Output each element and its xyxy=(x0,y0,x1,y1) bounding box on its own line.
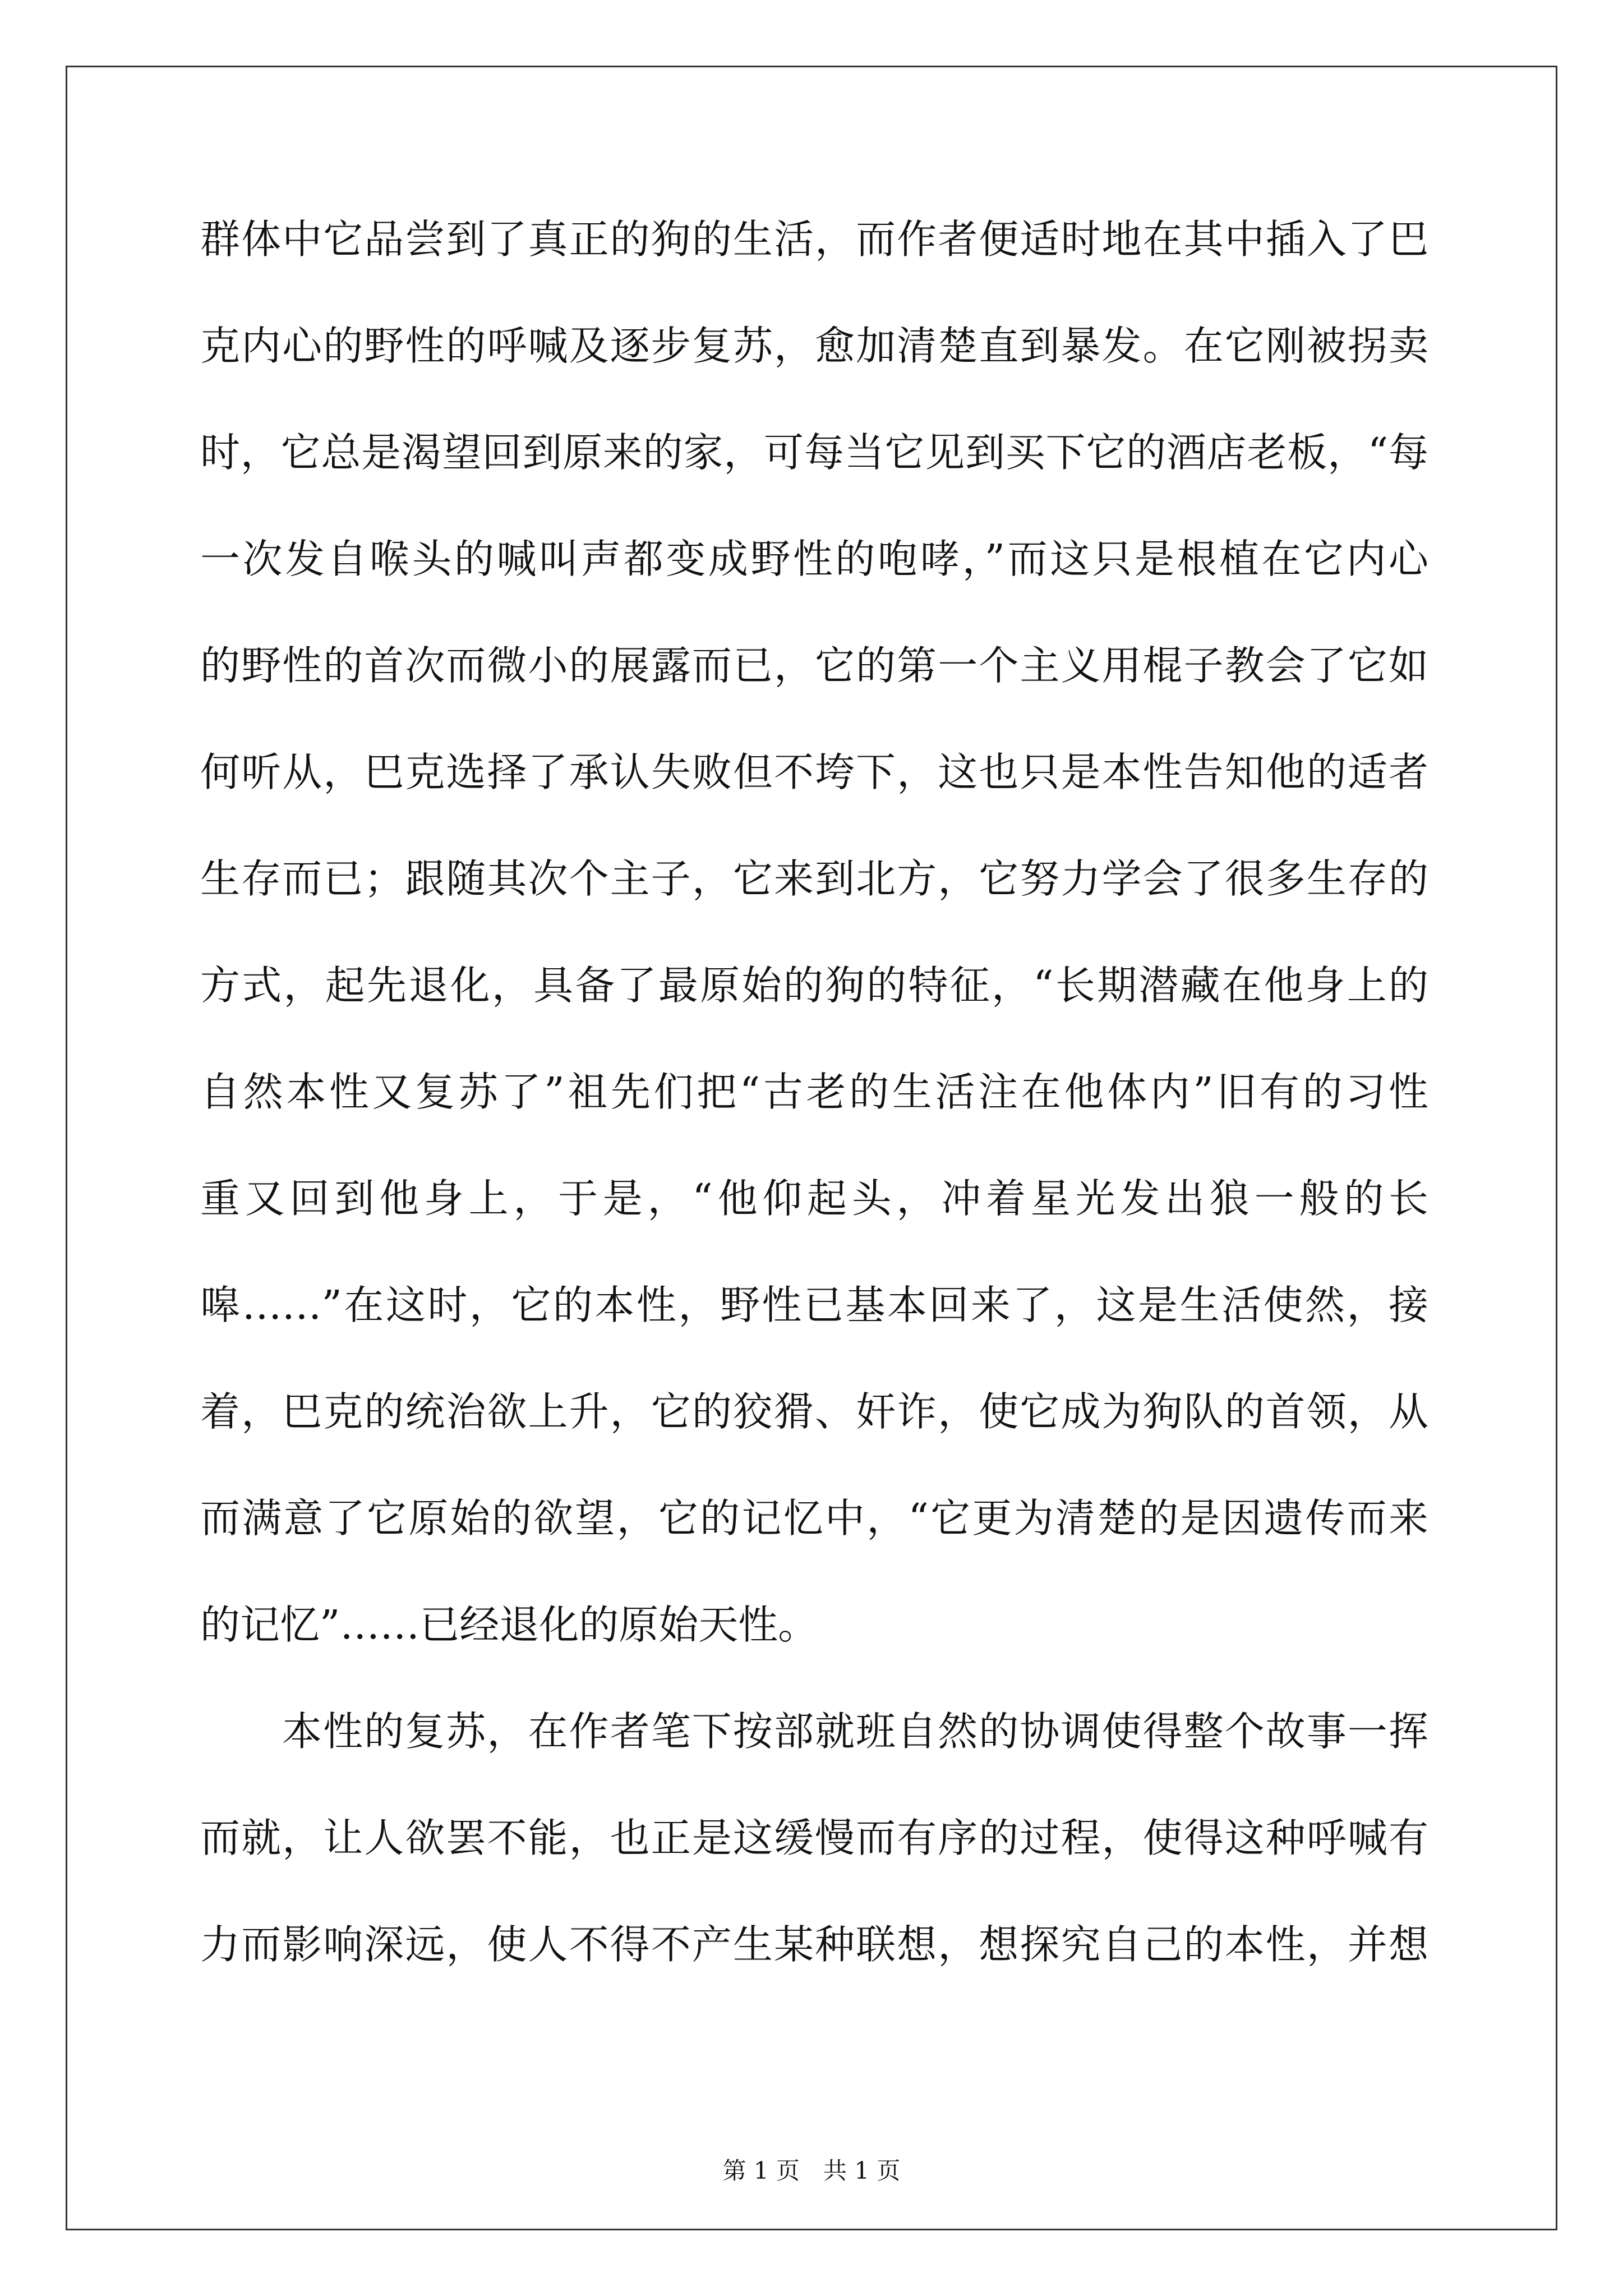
text-line: 的记忆”……已经退化的原始天性。 xyxy=(200,1602,818,1648)
text-line: 方式，起先退化，具备了最原始的狗的特征，“长期潜藏在他身上的 xyxy=(200,962,1428,1009)
text-line: 生存而已；跟随其次个主子，它来到北方，它努力学会了很多生存的 xyxy=(200,855,1428,902)
text-line: 着，巴克的统治欲上升，它的狡猾、奸诈，使它成为狗队的首领，从 xyxy=(200,1388,1428,1435)
text-line: 而就，让人欲罢不能，也正是这缓慢而有序的过程，使得这种呼喊有 xyxy=(200,1815,1428,1861)
text-line: 的野性的首次而微小的展露而已，它的第一个主义用棍子教会了它如 xyxy=(200,642,1428,689)
text-line: 何听从，巴克选择了承认失败但不垮下，这也只是本性告知他的适者 xyxy=(200,749,1428,795)
text-line: 而满意了它原始的欲望，它的记忆中，“它更为清楚的是因遗传而来 xyxy=(200,1495,1428,1542)
text-line: 力而影响深远，使人不得不产生某种联想，想探究自己的本性，并想 xyxy=(200,1921,1428,1968)
page-border xyxy=(66,66,1557,2230)
text-line: 本性的复苏，在作者笔下按部就班自然的协调使得整个故事一挥 xyxy=(282,1708,1428,1755)
text-line: 克内心的野性的呼喊及逐步复苏，愈加清楚直到暴发。在它刚被拐卖 xyxy=(200,323,1428,369)
text-line: 嗥……”在这时，它的本性，野性已基本回来了，这是生活使然，接 xyxy=(200,1282,1428,1328)
text-line: 重又回到他身上，于是，“他仰起头，冲着星光发出狼一般的长 xyxy=(200,1175,1428,1222)
text-line: 一次发自喉头的喊叫声都变成野性的咆哮，”而这只是根植在它内心 xyxy=(200,536,1428,582)
text-line: 时，它总是渴望回到原来的家，可每当它见到买下它的酒店老板，“每 xyxy=(200,429,1428,476)
text-line: 自然本性又复苏了”祖先们把“古老的生活注在他体内”旧有的习性 xyxy=(200,1069,1428,1115)
text-line: 群体中它品尝到了真正的狗的生活，而作者便适时地在其中插入了巴 xyxy=(200,216,1428,263)
page-number-footer: 第 1 页 共 1 页 xyxy=(722,2157,901,2184)
